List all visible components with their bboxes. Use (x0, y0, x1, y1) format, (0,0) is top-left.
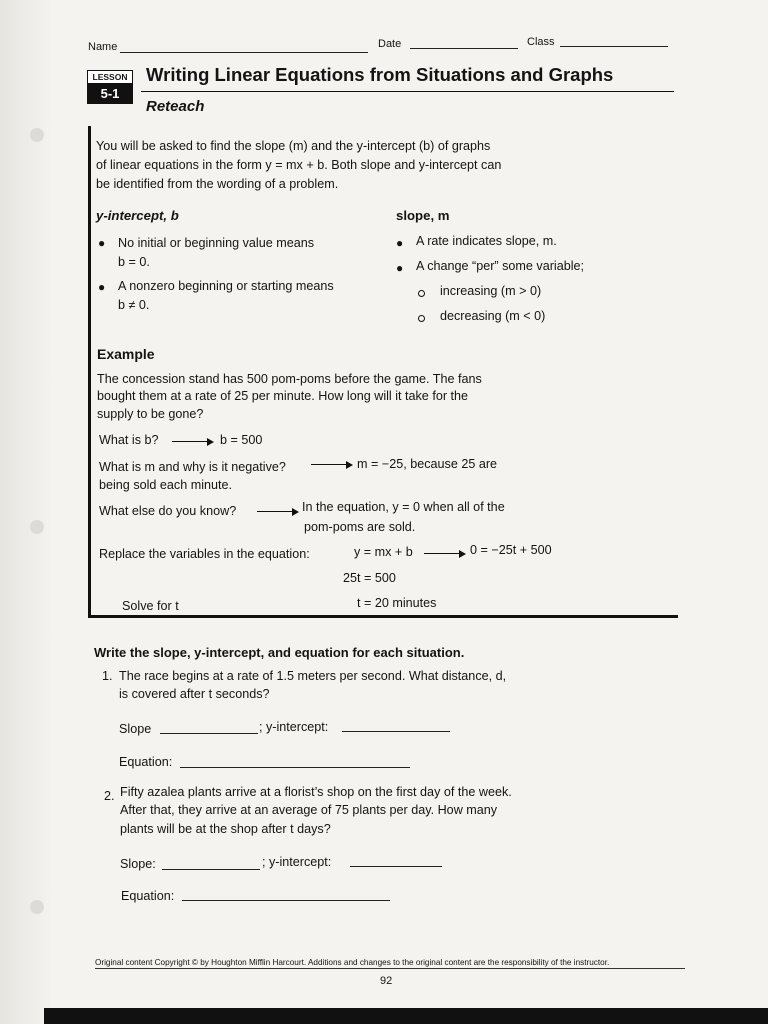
question-2-line-2: After that, they arrive at an average of 75 plants per day. How many (120, 803, 498, 817)
class-field[interactable] (560, 46, 668, 47)
copyright-notice: Original content Copyright © by Houghton Mifflin Harcourt. Additions and changes to the original content are the responsibility of the instructor. (95, 958, 610, 967)
q2-slope-answer[interactable] (162, 869, 260, 870)
q2-equation-answer[interactable] (182, 900, 390, 901)
q1-equation-label: Equation: (119, 755, 173, 769)
intro-line-3: be identified from the wording of a problem. (96, 177, 339, 191)
bullet-icon: ● (396, 236, 404, 250)
question-1-line-1: The race begins at a rate of 1.5 meters per second. What distance, d, (119, 669, 507, 683)
class-label: Class (527, 36, 555, 48)
page-title: Writing Linear Equations from Situations and Graphs (146, 64, 614, 85)
question-2-line-1: Fifty azalea plants arrive at a florist’s shop on the first day of the week. (120, 785, 512, 799)
date-field[interactable] (410, 48, 518, 49)
q1-equation-answer[interactable] (180, 767, 410, 768)
bullet-icon: ● (98, 236, 106, 250)
page-subtitle: Reteach (146, 98, 205, 115)
slope-heading: slope, m (396, 208, 450, 223)
example-q1: What is b? (99, 433, 159, 447)
equation-2: 0 = −25t + 500 (470, 543, 552, 557)
footer-divider (95, 968, 685, 969)
name-label: Name (88, 41, 118, 53)
q2-yint-answer[interactable] (350, 866, 442, 867)
title-divider (141, 91, 674, 92)
binder-hole (30, 900, 44, 914)
binder-hole (30, 520, 44, 534)
lesson-tag: LESSON (87, 70, 133, 84)
solve-label: Solve for t (122, 599, 179, 613)
question-1-number: 1. (102, 669, 113, 683)
q1-slope-answer[interactable] (160, 733, 258, 734)
q1-slope-label: Slope (119, 722, 152, 736)
date-label: Date (378, 38, 402, 50)
intro-line-1: You will be asked to find the slope (m) and the y-intercept (b) of graphs (96, 139, 491, 153)
q1-yint-label: ; y-intercept: (259, 720, 329, 734)
circle-bullet-icon (418, 290, 425, 297)
binder-hole (30, 128, 44, 142)
paper-left-edge (0, 0, 52, 1024)
yint-bullet-1: No initial or beginning value means (118, 236, 315, 250)
example-line-2: bought them at a rate of 25 per minute. How long will it take for the (97, 389, 469, 403)
yint-heading: y-intercept, b (96, 208, 179, 223)
lesson-badge (87, 70, 133, 104)
lesson-number: 5-1 (87, 84, 133, 104)
q2-yint-label: ; y-intercept: (262, 855, 332, 869)
equation-4: t = 20 minutes (357, 596, 437, 610)
example-a3: In the equation, y = 0 when all of the (302, 500, 505, 514)
replace-label: Replace the variables in the equation: (99, 547, 310, 561)
arrow-right-icon (257, 511, 297, 512)
yint-bullet-1-cont: b = 0. (118, 255, 150, 269)
practice-instructions: Write the slope, y-intercept, and equation for each situation. (94, 645, 465, 660)
yint-bullet-2: A nonzero beginning or starting means (118, 279, 334, 293)
example-q2: What is m and why is it negative? (99, 460, 286, 474)
name-field[interactable] (120, 52, 368, 53)
example-q3: What else do you know? (99, 504, 237, 518)
page-number: 92 (380, 975, 393, 987)
question-2-number: 2. (104, 789, 115, 803)
example-a2-cont: being sold each minute. (99, 478, 233, 492)
slope-bullet-2: A change “per” some variable; (416, 259, 585, 273)
equation-1: y = mx + b (354, 545, 413, 559)
bullet-icon: ● (98, 280, 106, 294)
example-line-1: The concession stand has 500 pom-poms before the game. The fans (97, 372, 482, 386)
example-heading: Example (97, 346, 155, 362)
circle-bullet-icon (418, 315, 425, 322)
arrow-right-icon (424, 553, 464, 554)
arrow-right-icon (311, 464, 351, 465)
bullet-icon: ● (396, 261, 404, 275)
q2-equation-label: Equation: (121, 889, 175, 903)
q1-yint-answer[interactable] (342, 731, 450, 732)
slope-bullet-1: A rate indicates slope, m. (416, 234, 557, 248)
arrow-right-icon (172, 441, 212, 442)
question-1-line-2: is covered after t seconds? (119, 687, 270, 701)
slope-sub-1: increasing (m > 0) (440, 284, 542, 298)
example-line-3: supply to be gone? (97, 407, 204, 421)
example-a3-cont: pom-poms are sold. (304, 520, 416, 534)
q2-slope-label: Slope: (120, 857, 156, 871)
example-a2: m = −25, because 25 are (357, 457, 498, 471)
question-2-line-3: plants will be at the shop after t days? (120, 822, 331, 836)
scan-bottom-edge (44, 1008, 768, 1024)
equation-3: 25t = 500 (343, 571, 396, 585)
example-a1: b = 500 (220, 433, 263, 447)
intro-line-2: of linear equations in the form y = mx + b. Both slope and y-intercept can (96, 158, 502, 172)
slope-sub-2: decreasing (m < 0) (440, 309, 546, 323)
yint-bullet-2-cont: b ≠ 0. (118, 298, 150, 312)
